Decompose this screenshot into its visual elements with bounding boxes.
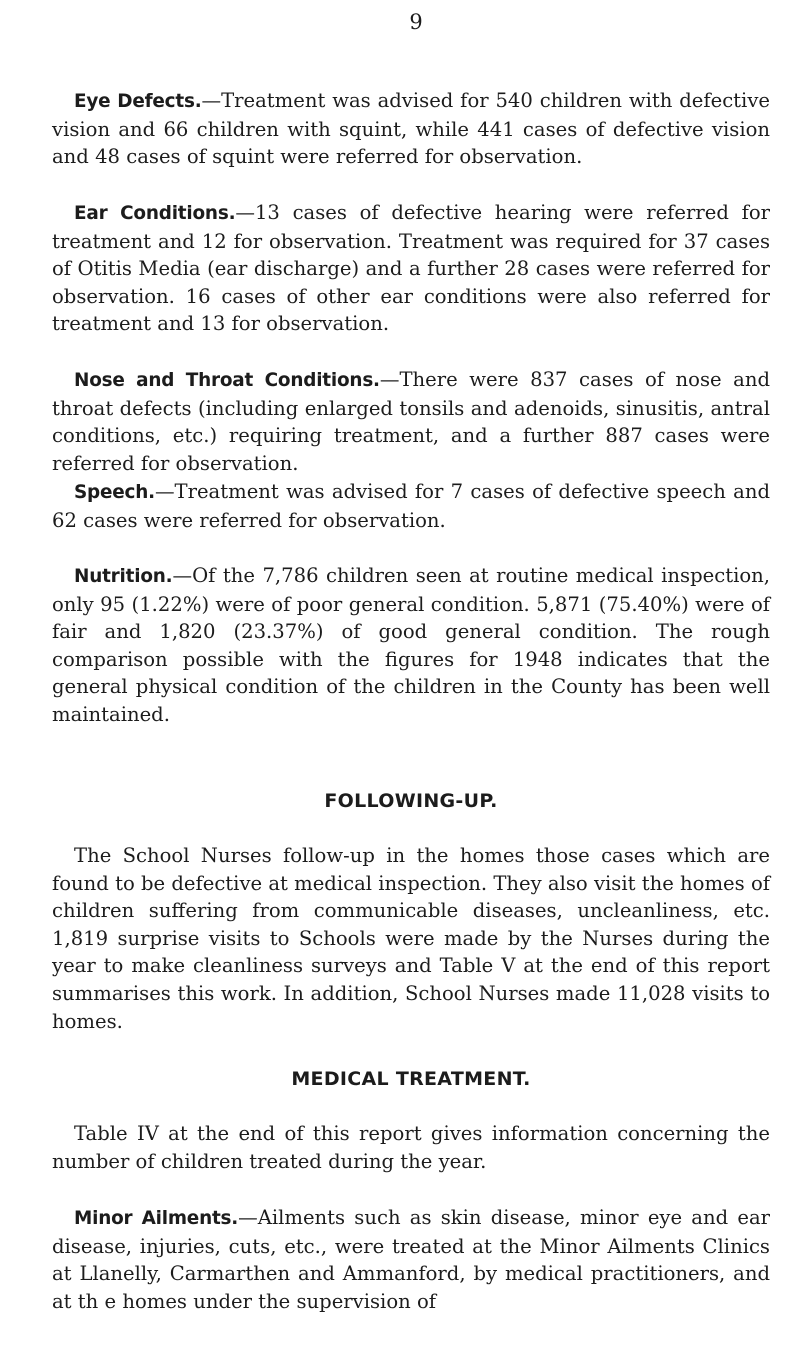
speech-text: —Treatment was advised for 7 cases of defective speech and 62 cases were referred for observation. [52,480,770,532]
eye-defects-paragraph [52,87,770,171]
medical-treatment-text: Table IV at the end of this report gives information concerning the number of children treated during the year. [52,1122,770,1173]
speech-heading: Speech. [74,482,155,503]
ear-conditions-heading: Ear Conditions. [74,203,236,224]
eye-defects-heading: Eye Defects. [74,91,202,112]
speech-paragraph [52,478,770,534]
minor-ailments-heading: Minor Ailments. [74,1208,239,1229]
nutrition-paragraph [52,562,770,729]
ear-conditions-text: —13 cases of defective hearing were referred for treatment and 12 for observation. Treatment was required for 37 cases of Otitis Media (ear discharge) and a further 28 cases were referred for observation. 16 cases of other ear conditions were also referred for treatment and 13 for observation. [52,201,770,336]
nose-throat-paragraph [52,366,770,477]
minor-ailments-text: —Ailments such as skin disease, minor eye and ear disease, injuries, cuts, etc., were treated at the Minor Ailments Clinics at Llanelly, Carmarthen and Ammanford, by medical practitioners, and at th e homes under the supervision of [52,1206,770,1313]
minor-ailments-paragraph [52,1204,770,1315]
following-up-paragraph [52,842,770,1035]
nutrition-text: —Of the 7,786 children seen at routine medical inspection, only 95 (1.22%) were of poor general condition. 5,871 (75.40%) were of fair and 1,820 (23.37%) of good general condition. The rough comparison possible with the figures for 1948 indicates that the general physical condition of the children in the County has been well maintained. [52,564,770,726]
eye-defects-text: —Treatment was advised for 540 children with defective vision and 66 children with squint, while 441 cases of defective vision and 48 cases of squint were referred for observation. [52,89,770,169]
medical-treatment-heading: MEDICAL TREATMENT. [291,1068,531,1090]
nutrition-heading: Nutrition. [74,566,173,587]
nose-throat-heading: Nose and Throat Conditions. [74,370,380,391]
page-number: 9 [409,10,423,34]
medical-treatment-paragraph [52,1120,770,1175]
following-up-heading: FOLLOWING-UP. [324,790,498,812]
following-up-text: The School Nurses follow-up in the homes those cases which are found to be defective at medical inspection. They also visit the homes of children suffering from communicable diseases, uncleanliness, etc. 1,819 surprise visits to Schools were made by the Nurses during the year to make cleanliness surveys and Table V at the end of this report summarises this work. In addition, School Nurses made 11,028 visits to homes. [52,844,770,1033]
nose-throat-text: —There were 837 cases of nose and throat defects (including enlarged tonsils and adenoids, sinusitis, antral conditions, etc.) requiring treatment, and a further 887 cases were referred for observation. [52,368,770,475]
ear-conditions-paragraph [52,199,770,338]
